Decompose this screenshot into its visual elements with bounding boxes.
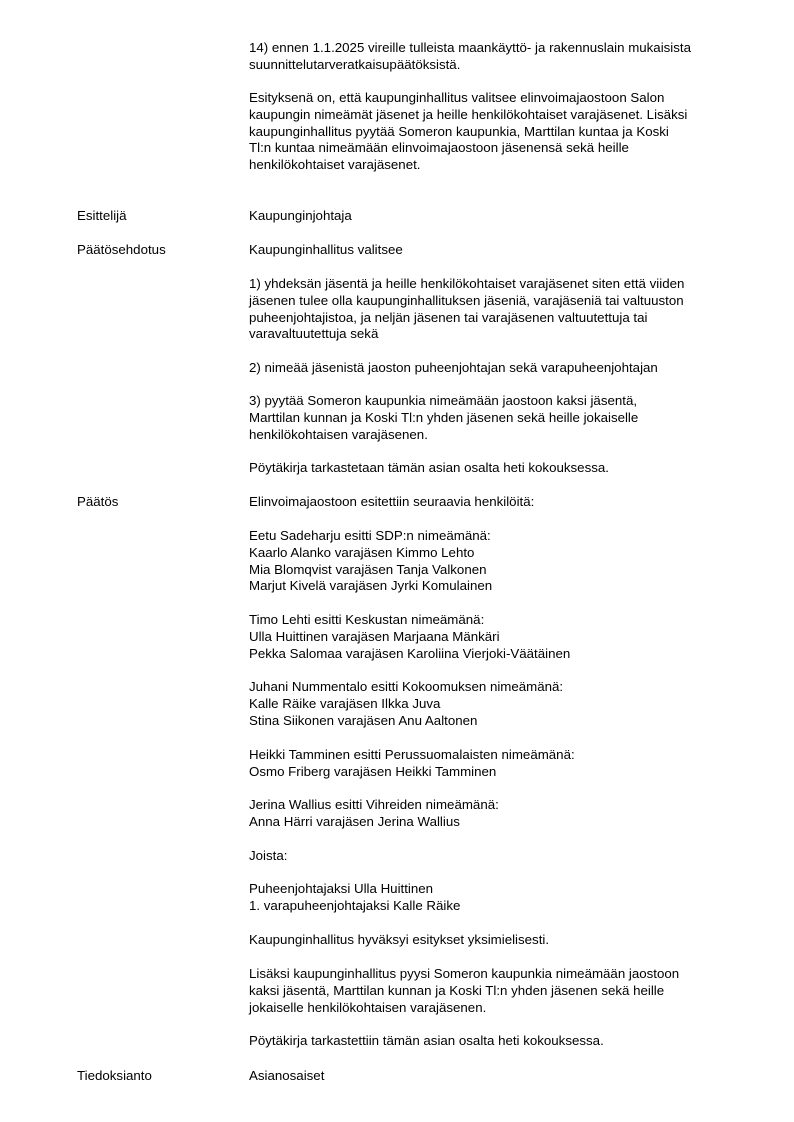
paatosehdotus-item-2: 2) nimeää jäsenistä jaoston puheenjohtajan sekä varapuheenjohtajan [249,360,658,375]
paatos-kokoomus-group: Juhani Nummentalo esitti Kokoomuksen nimeämänä: Kalle Räike varajäsen Ilkka Juva Stina Siikonen varajäsen Anu Aaltonen [249,679,564,728]
tiedoksianto-value: Asianosaiset [249,1068,325,1083]
paatos-lead: Elinvoimajaostoon esitettiin seuraavia henkilöitä: [249,494,535,509]
label-paatosehdotus: Päätösehdotus [77,242,166,257]
paatos-check: Pöytäkirja tarkastettiin tämän asian osalta heti kokouksessa. [249,1033,604,1048]
intro-item-14: 14) ennen 1.1.2025 vireille tulleista maankäyttö- ja rakennuslain mukaisista suunnittelutarveratkaisupäätöksistä. [249,40,691,72]
paatos-joista: Joista: [249,848,288,863]
label-paatos: Päätös [77,494,119,509]
proposal-paragraph: Esityksenä on, että kaupunginhallitus valitsee elinvoimajaostoon Salon kaupungin nimeämät jäsenet ja heille henkilökohtaiset varajäsenet. Lisäksi kaupunginhallitus pyytää Someron kaupunkia, Marttilan kuntaa ja Koski Tl:n kuntaa nimeämään elinvoimajaostoon jäsenensä sekä heille henkilökohtaiset varajäsenet. [249,90,688,173]
paatosehdotus-item-1: 1) yhdeksän jäsentä ja heille henkilökohtaiset varajäsenet siten että viiden jäsenen tulee olla kaupunginhallituksen jäseniä, varajäseniä tai valtuuston puheenjohtajistoa, ja neljän jäsenen tai varajäsenen valtuutettuja tai varavaltuutettuja sekä [249,276,685,342]
label-tiedoksianto: Tiedoksianto [77,1068,152,1083]
paatos-approved: Kaupunginhallitus hyväksyi esitykset yksimielisesti. [249,932,550,947]
paatosehdotus-item-3: 3) pyytää Someron kaupunkia nimeämään jaostoon kaksi jäsentä, Marttilan kunnan ja Koski Tl:n yhden jäsenen sekä heille jokaiselle henkilökohtaisen varajäsenen. [249,393,639,442]
paatosehdotus-lead: Kaupunginhallitus valitsee [249,242,403,257]
paatos-vihreat-group: Jerina Wallius esitti Vihreiden nimeämänä: Anna Härri varajäsen Jerina Wallius [249,797,499,829]
paatos-chairs: Puheenjohtajaksi Ulla Huittinen 1. varapuheenjohtajaksi Kalle Räike [249,881,461,913]
paatos-additional: Lisäksi kaupunginhallitus pyysi Someron kaupunkia nimeämään jaostoon kaksi jäsentä, Marttilan kunnan ja Koski Tl:n yhden jäsenen sekä heille jokaiselle henkilökohtaisen varajäsenen. [249,966,680,1015]
paatos-sdp-group: Eetu Sadeharju esitti SDP:n nimeämänä: Kaarlo Alanko varajäsen Kimmo Lehto Mia Blomqvist varajäsen Tanja Valkonen Marjut Kivelä varajäsen Jyrki Komulainen [249,528,493,594]
label-esittelija: Esittelijä [77,208,127,223]
paatosehdotus-check: Pöytäkirja tarkastetaan tämän asian osalta heti kokouksessa. [249,460,609,475]
paatos-keskusta-group: Timo Lehti esitti Keskustan nimeämänä: Ulla Huittinen varajäsen Marjaana Mänkäri Pekka Salomaa varajäsen Karoliina Vierjoki-Väätäinen [249,612,571,661]
esittelija-value: Kaupunginjohtaja [249,208,352,223]
paatos-perussuomalaiset-group: Heikki Tamminen esitti Perussuomalaisten nimeämänä: Osmo Friberg varajäsen Heikki Tamminen [249,747,575,779]
